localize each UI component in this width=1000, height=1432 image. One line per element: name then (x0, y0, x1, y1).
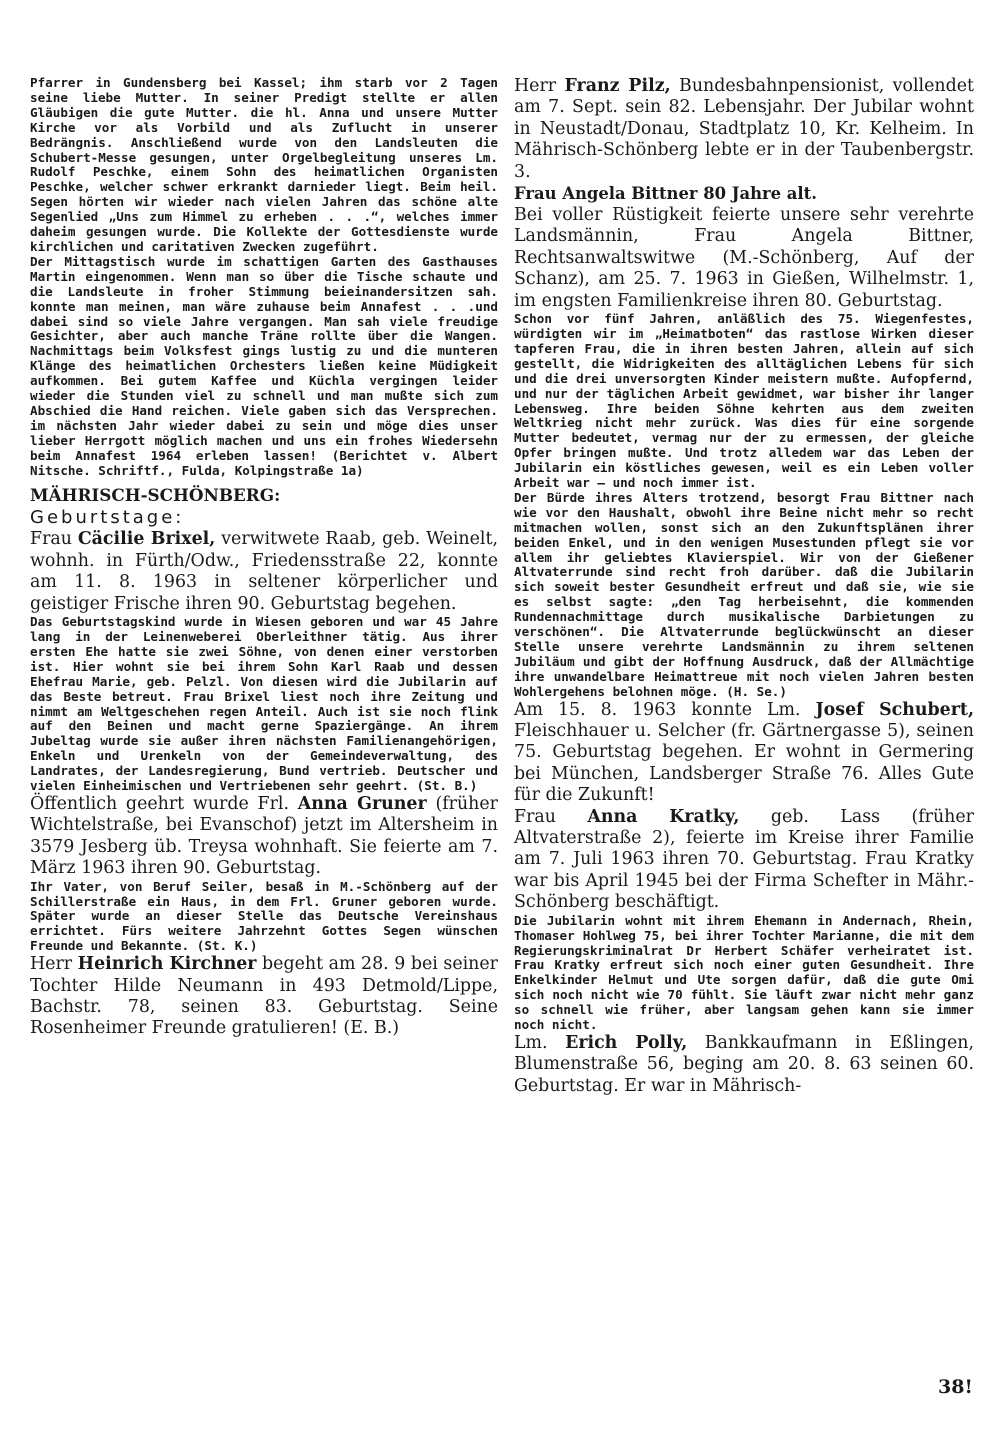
section-subheading: Geburtstage: (30, 507, 185, 529)
paragraph-bittner-history: Schon vor fünf Jahren, anläßlich des 75. Wiegenfestes, würdigten wir im „Heimatboten“ das rastlose Wirken dieser tapferen Frau, die in ihren besten Jahren, allein auf sich gestellt, die Widrigkeiten des alltäglichen Lebens für sich und die drei unversorgten Kinder meistern mußte. Aufopfernd, und nur der täglichen Arbeit gewidmet, war bisher ihr langer Lebensweg. Ihre beiden Söhne kehrten aus dem zweiten Weltkrieg nicht mehr zurück. Was dies für eine sorgende Mutter bedeutet, vermag nur der zu ermessen, der gleiche Opfer bringen mußte. Und trotz alledem war das Leben der Jubilarin ein köstliches gewesen, weil es ein Leben voller Arbeit war — und noch immer ist. (514, 311, 974, 491)
name-gruner: Anna Gruner (297, 793, 427, 814)
entry-pilz: Herr Franz Pilz, Bundesbahnpensionist, vollendet am 7. Sept. sein 82. Lebensjahr. Der Jubilar wohnt in Neustadt/Donau, Stadtplatz 10, Kr. Kelheim. In Mährisch-Schönberg lebte er in der Taubenbergstr. 3. (514, 76, 974, 182)
name-schubert: Josef Schubert, (815, 699, 974, 720)
entry-polly: Lm. Erich Polly, Bankkaufmann in Eßlingen, Blumenstraße 56, beging am 20. 8. 63 seinen 60. Geburtstag. Er war in Mährisch- (514, 1032, 974, 1096)
right-column (514, 76, 974, 1097)
entry-schubert: Am 15. 8. 1963 konnte Lm. Josef Schubert, Fleischhauer u. Selcher (fr. Gärtnergasse 5), seinen 75. Geburtstag begehen. Er wohnt in Germering bei München, Landsberger Straße 76. Alles Gute für die Zukunft! (514, 699, 974, 806)
name-pilz: Franz Pilz, (564, 76, 671, 96)
entry-bittner: Bei voller Rüstigkeit feierte unsere sehr verehrte Landsmännin, Frau Angela Bittner, Rechtsanwaltswitwe (M.-Schönberg, Auf der Schanz), am 25. 7. 1963 in Gießen, Wilhelmstr. 1, im engsten Familienkreise ihren 80. Geburtstag. (514, 205, 974, 311)
paragraph-bittner-today: Der Bürde ihres Alters trotzend, besorgt Frau Bittner nach wie vor den Haushalt, obwohl ihre Beine nicht mehr so recht mitmachen wollen, sonst sich an den Zukunftsplänen ihrer beiden Enkel, und in den wenigen Musestunden pflegt sie vor allem ihr geliebtes Klavierspiel. Wir von der Gießener Altvaterrunde sind recht froh darüber. daß die Jubilarin sich soweit bester Gesundheit erfreut und daß sie, wie sie es selbst sagte: „den Tag herbeisehnt, die kommenden Rundennachmittage durch musikalische Darbietungen zu verschönen“. Die Altvaterrunde beglückwünscht an dieser Stelle unsere verehrte Landsmännin zu ihrem seltenen Jubiläum und gibt der Hoffnung Ausdruck, daß der Allmächtige ihre unwandelbare Heimattreue mit noch vielen Jahren besten Wohlergehens belohnen möge. (H. Se.) (514, 489, 974, 699)
name-kratky: Anna Kratky, (587, 806, 740, 827)
entry-gruner: Öffentlich geehrt wurde Frl. Anna Gruner (früher Wichtelstraße, bei Evanschof) jetzt im Altersheim in 3579 Jesberg üb. Treysa wohnhaft. Sie feierte am 7. März 1963 ihren 90. Geburtstag. (30, 793, 498, 879)
entry-brixel: Frau Cäcilie Brixel, verwitwete Raab, geb. Weinelt, wohnh. in Fürth/Odw., Friedensstraße 22, konnte am 11. 8. 1963 in seltener körperlicher und geistiger Frische ihren 90. Geburtstag begehen. (30, 529, 498, 614)
paragraph-kratky-details: Die Jubilarin wohnt mit ihrem Ehemann in Andernach, Rhein, Thomaser Hohlweg 75, bei ihrer Tochter Marianne, die mit dem Regierungskriminalrat Dr Herbert Schäfer verheiratet ist. Frau Kratky erfreut sich noch einer guten Gesundheit. Ihre Enkelkinder Helmut und Ute sorgen dafür, daß die gute Omi sich noch nicht wie 70 fühlt. Sie läuft zwar nicht mehr ganz so schnell wie früher, aber langsam gehen kann sie immer noch nicht. (514, 912, 974, 1033)
entry-kirchner: Herr Heinrich Kirchner begeht am 28. 9 bei seiner Tochter Hilde Neumann in 493 Detmold/Lippe, Bachstr. 78, seinen 83. Geburtstag. Seine Rosenheimer Freunde gratulieren! (E. B.) (30, 954, 498, 1039)
name-polly: Erich Polly, (565, 1032, 688, 1053)
bittner-title: Frau Angela Bittner 80 Jahre alt. (514, 184, 817, 204)
paragraph-gruner-details: Ihr Vater, von Beruf Seiler, besaß in M.-Schönberg auf der Schillerstraße ein Haus, in dem Frl. Gruner geboren wurde. Später wurde an dieser Stelle das Deutsche Vereinshaus errichtet. Fürs weitere Jahrzehnt Gottes Segen wünschen Freunde und Bekannte. (St. K.) (30, 878, 498, 954)
paragraph-brixel-details: Das Geburtstagskind wurde in Wiesen geboren und war 45 Jahre lang in der Leinenweberei Oberleithner tätig. Aus ihrer ersten Ehe hatte sie zwei Söhne, von denen einer verstorben ist. Hier wohnt sie bei ihrem Sohn Karl Raab und dessen Ehefrau Marie, geb. Pelzl. Von diesen wird die Jubilarin auf das Beste betreut. Frau Brixel liest noch ihre Zeitung und nimmt am Weltgeschehen regen Anteil. Auch ist sie noch flink auf den Beinen und macht gerne Spaziergänge. An ihrem Jubeltag wurde sie außer ihren nächsten Familienangehörigen, Enkeln und Urenkeln von der Gemeindeverwaltung, des Landrates, der Landesregierung, Bund vertrieb. Deutscher und vielen Einheimischen und Vertriebenen sehr geehrt. (St. B.) (30, 614, 498, 794)
name-brixel: Cäcilie Brixel, (77, 529, 216, 550)
name-kirchner: Heinrich Kirchner (77, 954, 257, 975)
left-column (30, 76, 498, 1040)
page-number: 38! (938, 1376, 973, 1398)
entry-kratky: Frau Anna Kratky, geb. Lass (früher Altvaterstraße 2), feierte im Kreise ihrer Familie am 7. Juli 1963 ihren 70. Geburtstag. Frau Kratky war bis April 1945 bei der Firma Schefter in Mähr.-Schönberg beschäftigt. (514, 806, 974, 913)
paragraph-mittagstisch: Der Mittagstisch wurde im schattigen Garten des Gasthauses Martin eingenommen. Wenn man so über die Tische schaute und die Landsleute in froher Stimmung beieinandersitzen sah. konnte man meinen, man wäre zuhause beim Annafest . . .und dabei sind so viele Jahre vergangen. Man sah viele freudige Gesichter, aber auch manche Träne rollte über die Wangen. Nachmittags beim Volksfest gings lustig zu und die munteren Klänge des heimatlichen Orchesters ließen keine Müdigkeit aufkommen. Bei gutem Kaffee und Küchla vergingen leider wieder die Stunden viel zu schnell und man mußte sich zum Abschied die Hand reichen. Viele gaben sich das Versprechen. im nächsten Jahr wieder dabei zu sein und möge dies unser lieber Herrgott möglich machen und uns ein frohes Wiedersehn beim Annafest 1964 erleben lassen! (Berichtet v. Albert Nitsche. Schriftf., Fulda, Kolpingstraße 1a) (30, 253, 498, 478)
paragraph-gottesdienst: Pfarrer in Gundensberg bei Kassel; ihm starb vor 2 Tagen seine liebe Mutter. In seiner Predigt stellte er allen Gläubigen die gute Mutter. die hl. Anna und unsere Mutter Kirche vor als Vorbild und als Zuflucht in unserer Bedrängnis. Anschließend wurde von den Landsleuten die Schubert-Messe gesungen, unter Orgelbegleitung unseres Lm. Rudolf Peschke, einem Sohn des heimatlichen Organisten Peschke, welcher schwer erkrankt darnieder liegt. Beim heil. Segen hörten wir wieder nach vielen Jahren das schöne alte Segenlied „Uns zum Himmel zu erheben . . .“, welches immer daheim gesungen wurde. Die Kollekte der Gottesdienste wurde kirchlichen und caritativen Zwecken zugeführt. (30, 75, 498, 254)
section-heading: MÄHRISCH-SCHÖNBERG: (30, 485, 281, 506)
